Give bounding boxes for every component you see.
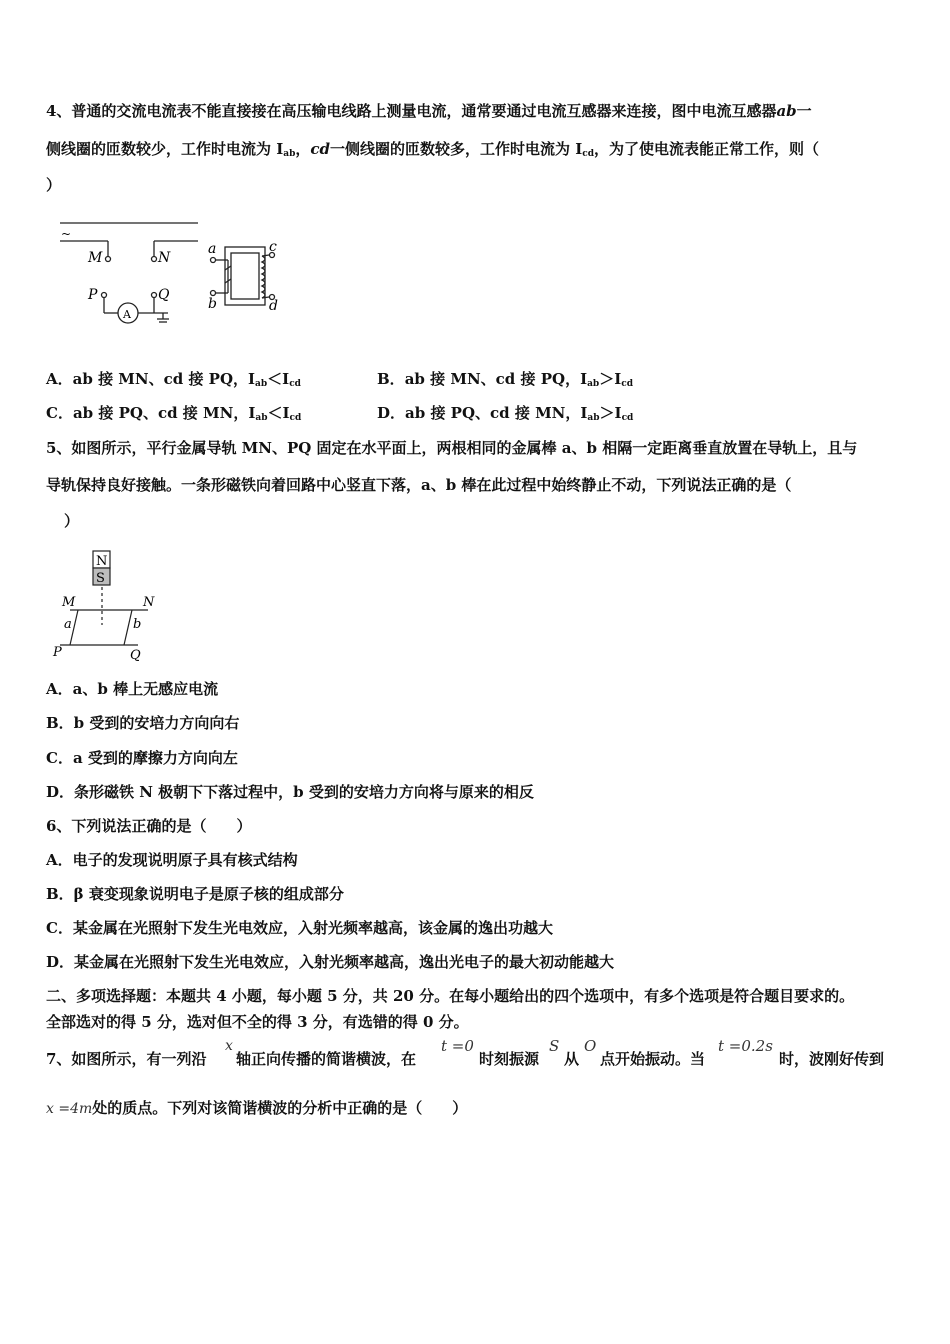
section2-line-1: 二、多项选择题：本题共 4 小题，每小题 5 分，共 20 分。在每小题给出的四个选项中，有多个选项是符合题目要求的。 [46, 987, 855, 1005]
q5-fig-magnet-N: N [96, 554, 108, 569]
q7-var-S: S [549, 1037, 560, 1055]
q5-line-2: 导轨保持良好接触。一条形磁铁向着回路中心竖直下落，a、b 棒在此过程中始终静止不动，下列说法正确的是（ [46, 476, 792, 494]
q5-line-3: ） [64, 512, 80, 530]
q5-option-b: B．b 受到的安培力方向向右 [46, 714, 240, 732]
q6-stem: 6、下列说法正确的是（ ） [46, 817, 252, 835]
q7-t02: t =0.2s [718, 1037, 773, 1055]
q5-fig-magnet-S: S [96, 571, 105, 586]
q5-option-a: A．a、b 棒上无感应电流 [46, 680, 219, 698]
q7-var-x: x [225, 1038, 233, 1054]
q7-t0: t =0 [441, 1037, 474, 1055]
q5-option-c: C．a 受到的摩擦力方向向左 [46, 749, 238, 767]
q5-line-1: 5、如图所示，平行金属导轨 MN、PQ 固定在水平面上，两根相同的金属棒 a、b 相隔一定距离垂直放置在导轨上，且与 [46, 439, 858, 457]
q6-option-b: B．β 衰变现象说明电子是原子核的组成部分 [46, 885, 344, 903]
q4-fig-Q: Q [158, 287, 170, 303]
section2-line-2: 全部选对的得 5 分，选对但不全的得 3 分，有选错的得 0 分。 [46, 1013, 469, 1031]
q5-rails-figure [50, 545, 170, 665]
q4-fig-M: M [88, 250, 103, 266]
q4-fig-a: a [208, 241, 217, 257]
q4-line-3: ） [46, 176, 62, 194]
q4-fig-tilde: ~ [61, 227, 72, 241]
q5-fig-b: b [133, 617, 142, 632]
q4-line-1: 4、普通的交流电流表不能直接接在高压输电线路上测量电流，通常要通过电流互感器来连接，图中电流互感器ab一 [46, 102, 812, 120]
q4-fig-b: b [208, 296, 217, 312]
q6-option-d: D．某金属在光照射下发生光电效应，入射光频率越高，逸出光电子的最大初动能越大 [46, 953, 615, 971]
q5-fig-a: a [64, 617, 72, 632]
q4-line-2: 侧线圈的匝数较少，工作时电流为 $I_{ab}$，cd一侧线圈的匝数较多，工作时电流为 $I_{cd}$，为了使电流表能正常工作，则（ [46, 140, 820, 159]
q7-var-O: O [584, 1037, 597, 1055]
q5-fig-P: P [53, 645, 62, 660]
q5-fig-Q: Q [130, 648, 141, 663]
q4-fig-N: N [158, 250, 171, 266]
q4-option-b: B．ab 接 MN、cd 接 PQ，$I_{ab}>I_{cd}$ [377, 370, 634, 389]
q4-fig-d: d [269, 298, 278, 314]
q6-option-c: C．某金属在光照射下发生光电效应，入射光频率越高，该金属的逸出功越大 [46, 919, 553, 937]
q5-option-d: D．条形磁铁 N 极朝下下落过程中，b 受到的安培力方向将与原来的相反 [46, 783, 534, 801]
q5-fig-N: N [143, 595, 155, 610]
q4-fig-ammeter: A [123, 308, 131, 321]
q6-option-a: A．电子的发现说明原子具有核式结构 [46, 851, 298, 869]
q5-fig-M: M [62, 595, 76, 610]
q4-option-c: C．ab 接 PQ、cd 接 MN，$I_{ab}<I_{cd}$ [46, 404, 302, 423]
q4-circuit-figure [50, 215, 290, 330]
q4-fig-c: c [269, 239, 277, 255]
q4-fig-P: P [88, 287, 98, 303]
q7-x4m: x =4m [46, 1101, 93, 1117]
q7-line-2: x =4m处的质点。下列对该简谐横波的分析中正确的是（ ） [46, 1099, 468, 1117]
q4-option-d: D．ab 接 PQ、cd 接 MN，$I_{ab}>I_{cd}$ [377, 404, 634, 423]
q4-option-a: A．ab 接 MN、cd 接 PQ，$I_{ab}<I_{cd}$ [46, 370, 301, 389]
